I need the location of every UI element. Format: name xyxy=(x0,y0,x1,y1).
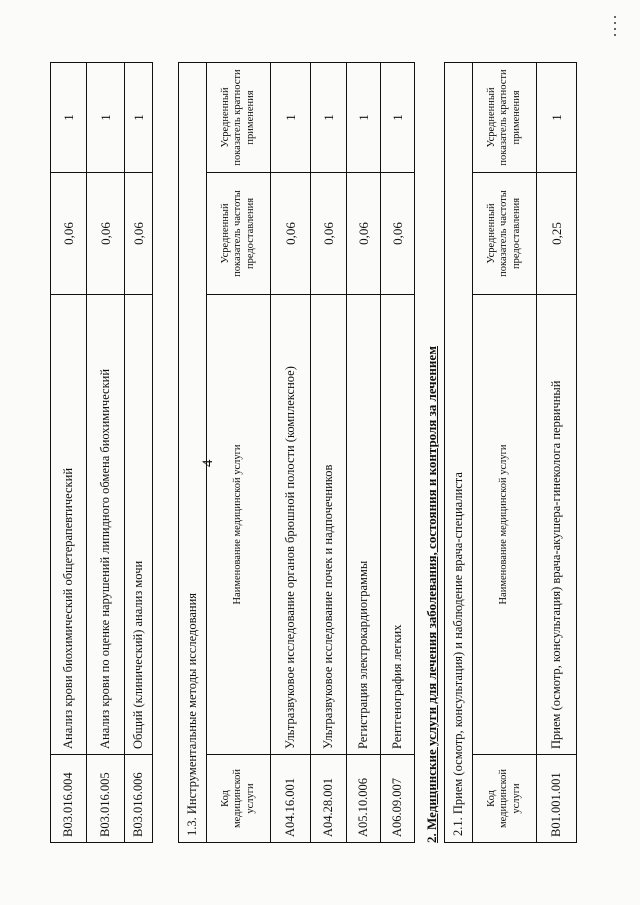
service-code: A06.09.007 xyxy=(381,755,415,843)
multiplicity-value: 1 xyxy=(347,62,381,172)
service-name: Анализ крови по оценке нарушений липидного обмена биохимический xyxy=(87,295,125,755)
frequency-value: 0,06 xyxy=(347,173,381,295)
table-row xyxy=(311,62,347,842)
service-code: A04.16.001 xyxy=(271,755,311,843)
header-row xyxy=(473,62,537,842)
service-name: Общий (клинический) анализ мочи xyxy=(125,295,153,755)
column-header-multiplicity: Усредненный показатель кратности применения xyxy=(207,62,271,172)
section-title-row xyxy=(179,62,207,842)
multiplicity-value: 1 xyxy=(537,62,577,172)
column-header-code: Код медицинской услуги xyxy=(473,755,537,843)
service-name: Ультразвуковое исследование органов брюшной полости (комплексное) xyxy=(271,295,311,755)
multiplicity-value: 1 xyxy=(271,62,311,172)
table-row xyxy=(537,62,577,842)
frequency-value: 0,06 xyxy=(87,173,125,295)
column-header-name: Наименование медицинской услуги xyxy=(473,295,537,755)
lab-tests-table xyxy=(50,62,153,843)
table-row xyxy=(347,62,381,842)
table-row xyxy=(381,62,415,842)
section-title-row xyxy=(445,62,473,842)
column-header-multiplicity: Усредненный показатель кратности применения xyxy=(473,62,537,172)
service-name: Ультразвуковое исследование почек и надпочечников xyxy=(311,295,347,755)
service-name: Рентгенография легких xyxy=(381,295,415,755)
frequency-value: 0,06 xyxy=(381,173,415,295)
service-code: B01.001.001 xyxy=(537,755,577,843)
column-header-frequency: Усредненный показатель частоты предоставления xyxy=(207,173,271,295)
page-number: 4 xyxy=(200,459,216,467)
section-heading: 2. Медицинские услуги для лечения заболевания, состояния и контроля за лечением xyxy=(424,345,439,843)
multiplicity-value: 1 xyxy=(311,62,347,172)
table-row xyxy=(51,63,87,843)
multiplicity-value: 1 xyxy=(87,63,125,173)
multiplicity-value: 1 xyxy=(381,62,415,172)
table-row xyxy=(87,63,125,843)
service-code: B03.016.004 xyxy=(51,755,87,843)
service-code: A04.28.001 xyxy=(311,755,347,843)
column-header-name: Наименование медицинской услуги xyxy=(207,295,271,755)
frequency-value: 0,06 xyxy=(51,173,87,295)
service-name: Регистрация электрокардиограммы xyxy=(347,295,381,755)
service-name: Прием (осмотр, консультация) врача-акушера-гинеколога первичный xyxy=(537,295,577,755)
multiplicity-value: 1 xyxy=(51,63,87,173)
column-header-frequency: Усредненный показатель частоты предоставления xyxy=(473,173,537,295)
service-code: A05.10.006 xyxy=(347,755,381,843)
specialist-reception-table xyxy=(444,62,577,843)
frequency-value: 0,25 xyxy=(537,173,577,295)
frequency-value: 0,06 xyxy=(125,173,153,295)
section-title: 1.3. Инструментальные методы исследования xyxy=(179,62,207,842)
header-row xyxy=(207,62,271,842)
service-name: Анализ крови биохимический общетерапевтический xyxy=(51,295,87,755)
section-title: 2.1. Прием (осмотр, консультация) и наблюдение врача-специалиста xyxy=(445,62,473,842)
table-row xyxy=(271,62,311,842)
multiplicity-value: 1 xyxy=(125,63,153,173)
frequency-value: 0,06 xyxy=(271,173,311,295)
service-code: B03.016.006 xyxy=(125,755,153,843)
instrumental-methods-table xyxy=(178,62,415,843)
service-code: B03.016.005 xyxy=(87,755,125,843)
frequency-value: 0,06 xyxy=(311,173,347,295)
table-row xyxy=(125,63,153,843)
column-header-code: Код медицинской услуги xyxy=(207,755,271,843)
